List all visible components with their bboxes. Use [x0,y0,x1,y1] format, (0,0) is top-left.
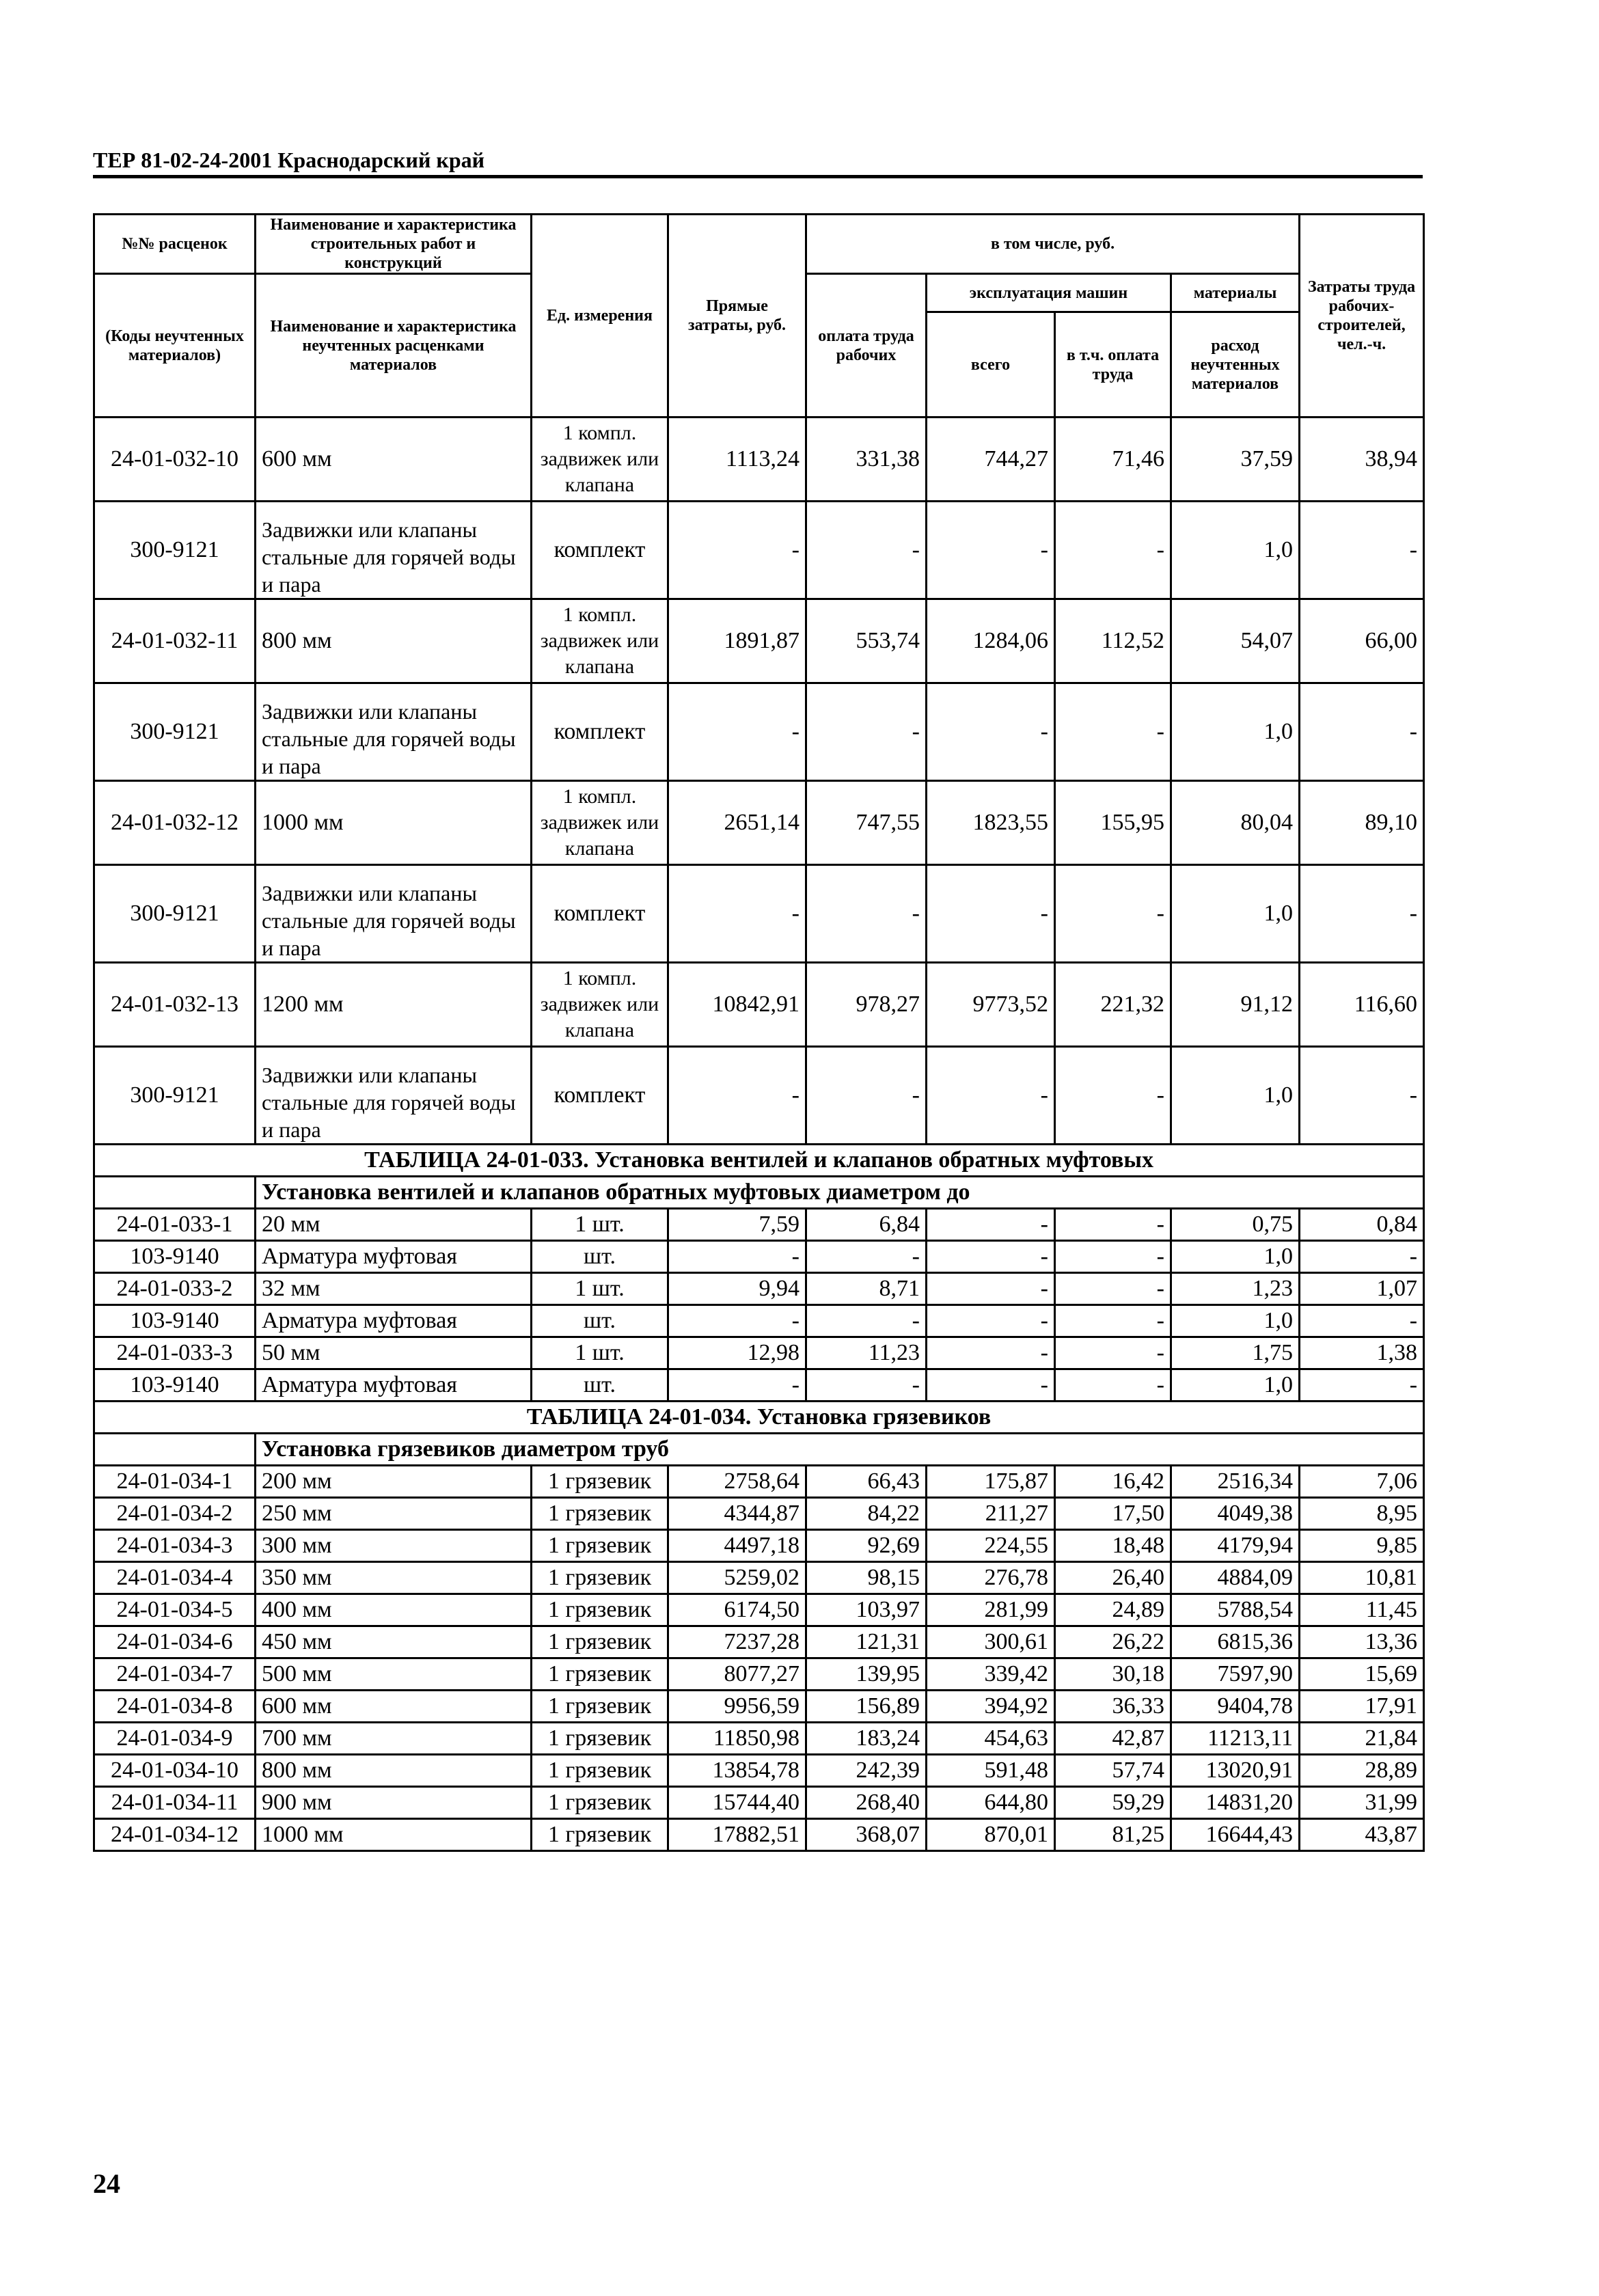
direct-cost: 6174,50 [668,1594,806,1626]
col-unit: Ед. измерения [532,215,668,418]
machines-labor-cost: - [1055,1369,1171,1402]
rate-name: 900 мм [256,1787,532,1819]
unit-cell: 1 грязевик [532,1562,668,1594]
table-row [94,1273,1424,1305]
labor-hours: 17,91 [1300,1691,1424,1723]
machines-labor-cost: 17,50 [1055,1498,1171,1530]
direct-cost: - [668,1047,806,1145]
unit-cell: 1 грязевик [532,1755,668,1787]
machines-cost: 1284,06 [927,599,1055,683]
machines-labor-cost: 18,48 [1055,1530,1171,1562]
direct-cost: - [668,865,806,963]
labor-cost: 121,31 [806,1626,927,1658]
col-machines-labor: в т.ч. оплата труда [1055,312,1171,418]
machines-labor-cost: - [1055,1209,1171,1241]
empty-cell [94,1177,256,1209]
labor-cost: 98,15 [806,1562,927,1594]
unit-cell: 1 компл. задвижек или клапана [532,963,668,1047]
rate-code: 24-01-032-11 [94,599,256,683]
rate-name: 200 мм [256,1466,532,1498]
materials-cost: 6815,36 [1171,1626,1300,1658]
labor-hours: 28,89 [1300,1755,1424,1787]
labor-cost: - [806,1241,927,1273]
labor-cost: 368,07 [806,1819,927,1851]
materials-cost: 1,0 [1171,1241,1300,1273]
labor-hours: 116,60 [1300,963,1424,1047]
rate-code: 24-01-034-8 [94,1691,256,1723]
empty-cell [94,1434,256,1466]
rate-row [94,599,1424,683]
labor-hours: 9,85 [1300,1530,1424,1562]
rate-code: 24-01-034-5 [94,1594,256,1626]
labor-hours: - [1300,683,1424,781]
rate-name: 800 мм [256,599,532,683]
direct-cost: 5259,02 [668,1562,806,1594]
rate-name: 1000 мм [256,781,532,865]
labor-cost: 747,55 [806,781,927,865]
direct-cost: 15744,40 [668,1787,806,1819]
labor-hours: 1,07 [1300,1273,1424,1305]
materials-cost: 1,0 [1171,1047,1300,1145]
col-labor: оплата труда рабочих [806,274,927,418]
machines-cost: - [927,865,1055,963]
labor-hours: 31,99 [1300,1787,1424,1819]
materials-cost: 4884,09 [1171,1562,1300,1594]
table-033-subtitle: Установка вентилей и клапанов обратных муфтовых диаметром до [256,1177,1424,1209]
table-034-subtitle: Установка грязевиков диаметром труб [256,1434,1424,1466]
rate-name: 1000 мм [256,1819,532,1851]
table-034-subtitle-row [94,1434,1424,1466]
rate-code: 24-01-032-12 [94,781,256,865]
page-number: 24 [93,2168,120,2199]
rate-code: 300-9121 [94,865,256,963]
rate-code: 103-9140 [94,1305,256,1337]
materials-cost: 1,75 [1171,1337,1300,1369]
machines-labor-cost: - [1055,683,1171,781]
machines-labor-cost: - [1055,1273,1171,1305]
materials-cost: 4049,38 [1171,1498,1300,1530]
machines-cost: 281,99 [927,1594,1055,1626]
rate-code: 300-9121 [94,1047,256,1145]
machines-labor-cost: 57,74 [1055,1755,1171,1787]
machines-cost: - [927,1369,1055,1402]
labor-hours: 66,00 [1300,599,1424,683]
materials-cost: 0,75 [1171,1209,1300,1241]
direct-cost: - [668,502,806,599]
labor-hours: 11,45 [1300,1594,1424,1626]
rate-name: 350 мм [256,1562,532,1594]
materials-cost: 11213,11 [1171,1723,1300,1755]
direct-cost: 7,59 [668,1209,806,1241]
machines-cost: 870,01 [927,1819,1055,1851]
materials-cost: 1,0 [1171,683,1300,781]
labor-cost: - [806,502,927,599]
rate-name: 1200 мм [256,963,532,1047]
unit-cell: 1 грязевик [532,1498,668,1530]
table-row [94,1466,1424,1498]
labor-hours: 13,36 [1300,1626,1424,1658]
machines-labor-cost: 26,22 [1055,1626,1171,1658]
machines-cost: - [927,502,1055,599]
material-row [94,1047,1424,1145]
table-033-title: ТАБЛИЦА 24-01-033. Установка вентилей и клапанов обратных муфтовых [94,1145,1424,1177]
labor-cost: - [806,865,927,963]
rate-name: Задвижки или клапаны стальные для горячей воды и пара [256,683,532,781]
table-row [94,1691,1424,1723]
table-row [94,1787,1424,1819]
document-header: ТЕР 81-02-24-2001 Краснодарский край [93,148,485,172]
rate-code: 24-01-032-10 [94,418,256,502]
labor-cost: 183,24 [806,1723,927,1755]
unit-cell: 1 грязевик [532,1658,668,1691]
labor-cost: 103,97 [806,1594,927,1626]
labor-hours: 0,84 [1300,1209,1424,1241]
direct-cost: - [668,1241,806,1273]
rates-table [93,213,1425,1852]
col-code-top: №№ расценок [94,215,256,274]
table-row [94,1305,1424,1337]
table-row [94,1594,1424,1626]
labor-cost: 66,43 [806,1466,927,1498]
unit-cell: 1 грязевик [532,1466,668,1498]
machines-cost: 454,63 [927,1723,1055,1755]
materials-cost: 80,04 [1171,781,1300,865]
unit-cell: 1 грязевик [532,1530,668,1562]
material-row [94,865,1424,963]
labor-hours: - [1300,865,1424,963]
direct-cost: 12,98 [668,1337,806,1369]
machines-labor-cost: - [1055,1241,1171,1273]
labor-hours: 21,84 [1300,1723,1424,1755]
rate-name: 800 мм [256,1755,532,1787]
table-row [94,1562,1424,1594]
table-row [94,1723,1424,1755]
labor-hours: 10,81 [1300,1562,1424,1594]
machines-cost: 1823,55 [927,781,1055,865]
machines-cost: - [927,683,1055,781]
machines-cost: - [927,1047,1055,1145]
direct-cost: 1113,24 [668,418,806,502]
labor-cost: 8,71 [806,1273,927,1305]
unit-cell: 1 грязевик [532,1626,668,1658]
direct-cost: 10842,91 [668,963,806,1047]
labor-cost: 553,74 [806,599,927,683]
labor-hours: - [1300,1241,1424,1273]
direct-cost: 8077,27 [668,1658,806,1691]
table-row [94,1337,1424,1369]
materials-cost: 14831,20 [1171,1787,1300,1819]
rate-code: 24-01-033-1 [94,1209,256,1241]
material-row [94,502,1424,599]
materials-cost: 9404,78 [1171,1691,1300,1723]
labor-hours: 1,38 [1300,1337,1424,1369]
machines-cost: - [927,1305,1055,1337]
rate-code: 24-01-034-1 [94,1466,256,1498]
rate-row [94,418,1424,502]
rate-name: Арматура муфтовая [256,1305,532,1337]
labor-cost: 268,40 [806,1787,927,1819]
direct-cost: 1891,87 [668,599,806,683]
machines-cost: 394,92 [927,1691,1055,1723]
unit-cell: 1 грязевик [532,1723,668,1755]
machines-cost: - [927,1273,1055,1305]
machines-cost: 9773,52 [927,963,1055,1047]
col-machines-total: всего [927,312,1055,418]
rate-name: 600 мм [256,1691,532,1723]
labor-hours: - [1300,1305,1424,1337]
rate-name: 32 мм [256,1273,532,1305]
machines-cost: 175,87 [927,1466,1055,1498]
unit-cell: комплект [532,683,668,781]
labor-cost: 156,89 [806,1691,927,1723]
machines-cost: 644,80 [927,1787,1055,1819]
direct-cost: 4344,87 [668,1498,806,1530]
machines-labor-cost: 155,95 [1055,781,1171,865]
direct-cost: 2758,64 [668,1466,806,1498]
table-row [94,1369,1424,1402]
rate-code: 24-01-034-12 [94,1819,256,1851]
materials-cost: 1,0 [1171,1305,1300,1337]
machines-cost: 224,55 [927,1530,1055,1562]
unit-cell: шт. [532,1241,668,1273]
materials-cost: 13020,91 [1171,1755,1300,1787]
machines-cost: 211,27 [927,1498,1055,1530]
machines-labor-cost: 59,29 [1055,1787,1171,1819]
rate-code: 24-01-034-7 [94,1658,256,1691]
col-code-bottom: (Коды неучтенных материалов) [94,274,256,418]
labor-hours: 43,87 [1300,1819,1424,1851]
direct-cost: - [668,1369,806,1402]
unit-cell: комплект [532,865,668,963]
unit-cell: 1 шт. [532,1273,668,1305]
direct-cost: 7237,28 [668,1626,806,1658]
machines-labor-cost: 24,89 [1055,1594,1171,1626]
material-row [94,683,1424,781]
unit-cell: 1 компл. задвижек или клапана [532,418,668,502]
rate-name: 300 мм [256,1530,532,1562]
labor-hours: 7,06 [1300,1466,1424,1498]
machines-cost: 744,27 [927,418,1055,502]
unit-cell: 1 шт. [532,1209,668,1241]
unit-cell: 1 грязевик [532,1691,668,1723]
labor-hours: 38,94 [1300,418,1424,502]
materials-cost: 37,59 [1171,418,1300,502]
labor-hours: 15,69 [1300,1658,1424,1691]
machines-cost: 591,48 [927,1755,1055,1787]
machines-labor-cost: 36,33 [1055,1691,1171,1723]
labor-cost: 139,95 [806,1658,927,1691]
labor-cost: 978,27 [806,963,927,1047]
rates-table-body [94,418,1424,1851]
labor-hours: 89,10 [1300,781,1424,865]
machines-labor-cost: - [1055,1305,1171,1337]
labor-hours: - [1300,1047,1424,1145]
machines-labor-cost: 30,18 [1055,1658,1171,1691]
unit-cell: 1 шт. [532,1337,668,1369]
labor-cost: 6,84 [806,1209,927,1241]
machines-cost: - [927,1241,1055,1273]
rate-name: 700 мм [256,1723,532,1755]
direct-cost: 11850,98 [668,1723,806,1755]
machines-cost: - [927,1209,1055,1241]
materials-cost: 16644,43 [1171,1819,1300,1851]
rate-name: Задвижки или клапаны стальные для горячей воды и пара [256,502,532,599]
table-row [94,1819,1424,1851]
labor-hours: - [1300,502,1424,599]
rate-name: 450 мм [256,1626,532,1658]
materials-cost: 1,0 [1171,502,1300,599]
rate-code: 24-01-033-2 [94,1273,256,1305]
direct-cost: 13854,78 [668,1755,806,1787]
materials-cost: 7597,90 [1171,1658,1300,1691]
materials-cost: 1,0 [1171,865,1300,963]
materials-cost: 4179,94 [1171,1530,1300,1562]
table-row [94,1241,1424,1273]
machines-labor-cost: 26,40 [1055,1562,1171,1594]
rate-name: Арматура муфтовая [256,1369,532,1402]
direct-cost: - [668,1305,806,1337]
table-row [94,1658,1424,1691]
labor-hours: 8,95 [1300,1498,1424,1530]
materials-cost: 54,07 [1171,599,1300,683]
rate-code: 300-9121 [94,683,256,781]
col-name-bottom: Наименование и характеристика неучтенных расценками материалов [256,274,532,418]
table-033-subtitle-row [94,1177,1424,1209]
rate-code: 24-01-033-3 [94,1337,256,1369]
labor-cost: - [806,1047,927,1145]
machines-cost: 300,61 [927,1626,1055,1658]
labor-cost: 84,22 [806,1498,927,1530]
unit-cell: комплект [532,1047,668,1145]
col-materials: материалы [1171,274,1300,312]
machines-labor-cost: 71,46 [1055,418,1171,502]
rate-row [94,963,1424,1047]
machines-labor-cost: - [1055,865,1171,963]
machines-cost: - [927,1337,1055,1369]
rate-code: 103-9140 [94,1369,256,1402]
col-materials-sub: расход неучтенных материалов [1171,312,1300,418]
labor-cost: 11,23 [806,1337,927,1369]
labor-cost: - [806,1305,927,1337]
unit-cell: 1 компл. задвижек или клапана [532,781,668,865]
labor-cost: 242,39 [806,1755,927,1787]
header-rule [93,175,1423,178]
rate-code: 24-01-034-3 [94,1530,256,1562]
machines-labor-cost: 16,42 [1055,1466,1171,1498]
table-033-title-row [94,1145,1424,1177]
labor-cost: 92,69 [806,1530,927,1562]
rate-code: 24-01-034-2 [94,1498,256,1530]
rate-code: 103-9140 [94,1241,256,1273]
col-machines: эксплуатация машин [927,274,1171,312]
rate-name: 250 мм [256,1498,532,1530]
table-row [94,1498,1424,1530]
labor-cost: - [806,683,927,781]
rate-code: 300-9121 [94,502,256,599]
col-direct: Прямые затраты, руб. [668,215,806,418]
machines-labor-cost: 42,87 [1055,1723,1171,1755]
direct-cost: 17882,51 [668,1819,806,1851]
machines-labor-cost: 81,25 [1055,1819,1171,1851]
rate-code: 24-01-034-11 [94,1787,256,1819]
machines-cost: 276,78 [927,1562,1055,1594]
table-row [94,1209,1424,1241]
direct-cost: - [668,683,806,781]
rate-name: Арматура муфтовая [256,1241,532,1273]
rate-name: 600 мм [256,418,532,502]
unit-cell: 1 грязевик [532,1819,668,1851]
col-name-top: Наименование и характеристика строительных работ и конструкций [256,215,532,274]
rate-row [94,781,1424,865]
labor-cost: - [806,1369,927,1402]
rate-name: Задвижки или клапаны стальные для горячей воды и пара [256,865,532,963]
labor-hours: - [1300,1369,1424,1402]
materials-cost: 5788,54 [1171,1594,1300,1626]
rate-code: 24-01-034-6 [94,1626,256,1658]
rate-name: 400 мм [256,1594,532,1626]
labor-cost: 331,38 [806,418,927,502]
unit-cell: шт. [532,1305,668,1337]
unit-cell: 1 компл. задвижек или клапана [532,599,668,683]
materials-cost: 91,12 [1171,963,1300,1047]
direct-cost: 9956,59 [668,1691,806,1723]
unit-cell: комплект [532,502,668,599]
machines-labor-cost: - [1055,1337,1171,1369]
rate-code: 24-01-034-4 [94,1562,256,1594]
rate-name: 500 мм [256,1658,532,1691]
machines-labor-cost: - [1055,1047,1171,1145]
table-row [94,1626,1424,1658]
unit-cell: 1 грязевик [532,1787,668,1819]
table-row [94,1530,1424,1562]
rate-name: 50 мм [256,1337,532,1369]
rate-name: Задвижки или клапаны стальные для горячей воды и пара [256,1047,532,1145]
materials-cost: 1,23 [1171,1273,1300,1305]
rate-name: 20 мм [256,1209,532,1241]
materials-cost: 2516,34 [1171,1466,1300,1498]
table-034-title: ТАБЛИЦА 24-01-034. Установка грязевиков [94,1402,1424,1434]
direct-cost: 4497,18 [668,1530,806,1562]
table-row [94,1755,1424,1787]
unit-cell: 1 грязевик [532,1594,668,1626]
machines-labor-cost: 112,52 [1055,599,1171,683]
machines-cost: 339,42 [927,1658,1055,1691]
unit-cell: шт. [532,1369,668,1402]
machines-labor-cost: - [1055,502,1171,599]
rate-code: 24-01-034-9 [94,1723,256,1755]
machines-labor-cost: 221,32 [1055,963,1171,1047]
direct-cost: 9,94 [668,1273,806,1305]
rate-code: 24-01-034-10 [94,1755,256,1787]
rate-code: 24-01-032-13 [94,963,256,1047]
col-hours: Затраты труда рабочих-строителей, чел.-ч. [1300,215,1424,418]
col-incl: в том числе, руб. [806,215,1300,274]
table-034-title-row [94,1402,1424,1434]
materials-cost: 1,0 [1171,1369,1300,1402]
direct-cost: 2651,14 [668,781,806,865]
